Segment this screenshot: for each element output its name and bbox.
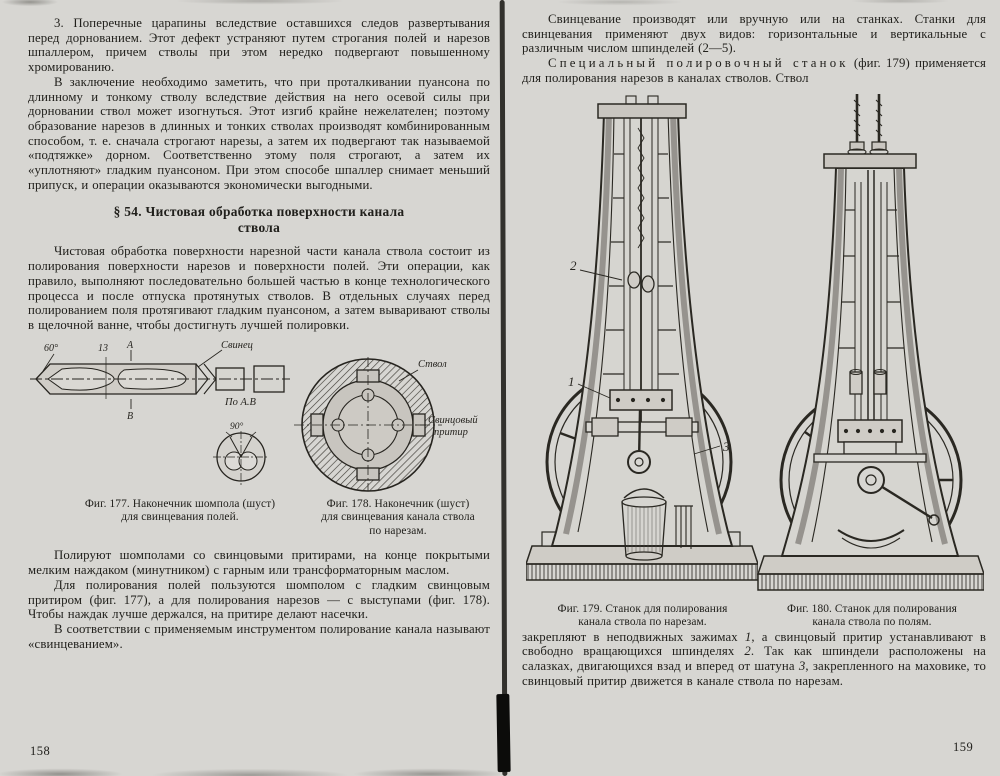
figures-177-178: [28, 337, 490, 493]
fig179-callout-2: 2: [570, 257, 577, 273]
fig177-label-90deg: 90°: [230, 421, 244, 432]
fig179-caption-line1: Фиг. 179. Станок для полирования: [557, 602, 728, 615]
fig179-callout-1: 1: [568, 373, 575, 389]
fig178-label-lap1: Свинцовый: [428, 414, 478, 426]
spaced-term: Специальный полировочный станок: [548, 56, 849, 71]
section-heading: [28, 204, 490, 236]
clamping-text-4: , закрепленного на маховике, то свинцовый притир движется в канале ствола по нарезам.: [522, 659, 986, 688]
clamping-text-2: , а свинцовый притир устанавливают в свободно вращающихся шпинделях: [522, 629, 986, 659]
fig177-caption-line2: для свинцевания полей.: [121, 511, 239, 524]
fig-179-illustration: [526, 94, 758, 594]
scan-edge-smudge-bottom: [0, 762, 500, 776]
fig178-caption-line1: Фиг. 178. Наконечник (шуст): [326, 497, 470, 510]
fig179-caption-line2: канала ствола по нарезам.: [578, 616, 707, 629]
paragraph-leading-term: В соответствии с применяемым инструментом полирование канала называют «свинцеванием».: [28, 621, 490, 651]
fig177-label-lead: Свинец: [221, 339, 253, 351]
clamping-ref-3: 3: [798, 659, 806, 674]
clamping-ref-1: 1: [744, 629, 752, 644]
fig177-label-b: В: [127, 410, 134, 422]
fig177-label-a: А: [127, 339, 134, 351]
page-number-left: 158: [30, 744, 51, 758]
fig-180-illustration: [756, 90, 984, 595]
fig177-caption: [54, 498, 306, 539]
clamping-ref-2: 2: [744, 644, 751, 659]
paragraph-finishing: Чистовая обработка поверхности нарезной части канала ствола состоит из полирования поверхности нарезов и поверхности полей. Эти операции, как правило, выполняют последовательно большей частью в конце технологического процесса и после отпуска протянутых стволов. В отдельных случаях перед полированием поля протягивают гладким пуансоном, а затем вываривают стволы в щелочной ванне, чтобы достигнуть лучшей полировки.: [28, 244, 490, 332]
paragraph-scratches: 3. Поперечные царапины вследствие оставшихся следов развертывания перед дорнованием. Этот дефект устраняют путем строгания полей и нарезов шпаллером, причем стволы при этом нередко подвергают повышенному хромированию.: [28, 16, 490, 75]
book-gutter-shadow-bottom: [496, 694, 510, 772]
figures-179-180: [522, 90, 986, 598]
section-heading-line2: ствола: [237, 220, 281, 236]
fig178-label-barrel: Ствол: [418, 358, 447, 370]
page-number-right: 159: [953, 740, 974, 754]
paragraph-leading-machines: Свинцевание производят или вручную или на станках. Станки для свинцевания применяют двух видов: горизонтальные и вертикальные с различным числом шпинделей (2—5).: [522, 12, 986, 56]
fig180-caption-line2: канала ствола по полям.: [812, 616, 932, 629]
fig177-label-60deg: 60°: [44, 342, 58, 354]
fig178-caption-line3: по нарезам.: [369, 524, 427, 537]
fig179-callout-3: 3: [723, 438, 730, 454]
clamping-text-1: закрепляют в неподвижных зажимах: [522, 629, 745, 644]
fig178-caption-line2: для свинцевания канала ствола: [321, 511, 475, 524]
paragraph-conclusion: В заключение необходимо заметить, что при проталкивании пуансона по длинному и тонкому стволу вследствие действия на него осевой силы при дорновании ствол может изогнуться. Этот изгиб крайне нежелателен; поэтому образование нарезов в длинных и тонких стволах производят комбинированным способом, т. е. сначала строгают нарезы, а затем их подвергают так называемой «подтяжке» дорном. Соответственно этому поля строгают, а затем их «уплотняют» гладким пуансоном. При этом способе шпаллер снимает меньший припуск, и операции оказываются экономически выгодными.: [28, 74, 490, 192]
fig178-caption: [306, 498, 490, 539]
fig177-caption-line1: Фиг. 177. Наконечник шомпола (шуст): [84, 497, 276, 510]
paragraph-clamping: [522, 630, 986, 689]
fig-177-178-illustration: [28, 337, 488, 493]
fig178-label-lap2: притир: [434, 426, 468, 438]
paragraph-fields-polishing: Для полирования полей пользуются шомполом с гладким свинцовым притиром (фиг. 177), а для полирования нарезов — с выступами (фиг. 178). Чтобы наждак лучше держался, на притире делают насечки.: [28, 577, 490, 622]
captions-row-left: [28, 498, 490, 539]
paragraph-special-machine: [522, 56, 986, 85]
right-page: [522, 12, 986, 689]
fig179-caption: [526, 603, 759, 630]
fig177-label-13: 13: [98, 342, 108, 354]
book-gutter-shadow: [500, 0, 508, 776]
fig180-caption-line1: Фиг. 180. Станок для полирования: [786, 602, 958, 615]
section-heading-line1: § 54. Чистовая обработка поверхности канала: [113, 204, 405, 220]
fig177-label-section: По А.В: [225, 396, 256, 408]
clamping-text-3: . Так как шпиндели расположены на салазках, двигающихся взад и вперед от шатуна: [522, 644, 986, 674]
captions-row-right: [522, 603, 986, 630]
fig180-caption: [761, 603, 983, 630]
left-page: [28, 16, 490, 651]
paragraph-polishing: Полируют шомполами со свинцовыми притирами, на конце покрытыми мелким наждаком (минутником) с гарным или трансформаторным маслом.: [28, 548, 490, 578]
paragraph-special-machine-rest: (фиг. 179) применяется для полирования нарезов в каналах стволов. Ствол: [522, 56, 986, 85]
